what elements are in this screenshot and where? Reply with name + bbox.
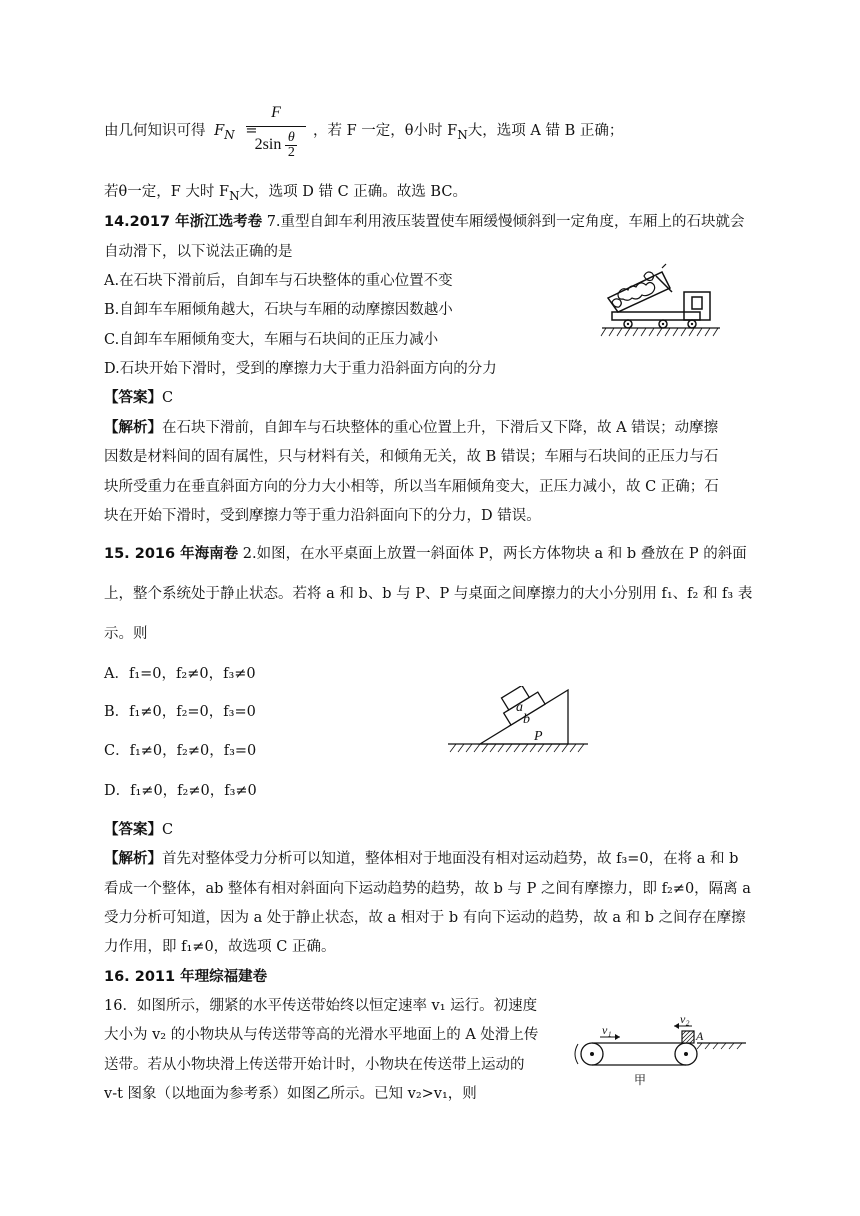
- q15-option-a: A．f₁=0，f₂≠0，f₃≠0: [104, 666, 256, 682]
- q14-option-d: D.石块开始下滑时，受到的摩擦力大于重力沿斜面方向的分力: [104, 361, 497, 377]
- q14-answer: [104, 388, 173, 408]
- q15-analysis-line4: 力作用，即 f₁≠0，故选项 C 正确。: [104, 939, 336, 955]
- q13-line1-suffix: [313, 121, 623, 145]
- q16-stem-line4: v-t 图象（以地面为参考系）如图乙所示。已知 v₂>v₁，则: [104, 1086, 477, 1102]
- q15-head: 15. 2016 年海南卷: [104, 546, 239, 562]
- q15-option-d: D．f₁≠0，f₂≠0，f₃≠0: [104, 783, 257, 799]
- conveyor-label-a: A: [696, 1029, 704, 1043]
- incline-label-a: a: [516, 700, 523, 715]
- q15-answer-label: 【答案】: [104, 822, 162, 838]
- q14-analysis-line3: 块所受重力在垂直斜面方向的分力大小相等，所以当车厢倾角变大，正压力减小，故 C 正确；石: [104, 479, 719, 495]
- q14-analysis-label: 【解析】: [104, 420, 162, 436]
- q14-analysis-line2: 因数是材料间的固有属性，只与材料有关，和倾角无关，故 B 错误；车厢与石块间的正压力与石: [104, 449, 719, 465]
- q15-stem1: 2.如图，在水平桌面上放置一斜面体 P，两长方体物块 a 和 b 叠放在 P 的斜面: [238, 546, 747, 562]
- dump-truck-figure: [600, 262, 725, 340]
- q15-option-c: C．f₁≠0，f₂≠0，f₃=0: [104, 743, 257, 759]
- q13-line2: [104, 182, 467, 206]
- q15-answer-value: C: [162, 822, 174, 838]
- conveyor-figure: [570, 1012, 750, 1092]
- q14-option-b: B.自卸车车厢倾角越大，石块与车厢的动摩擦因数越小: [104, 302, 453, 318]
- q13-line2-b: 大，选项 D 错 C 正确。故选 BC。: [239, 184, 467, 200]
- q16-stem-line1: 16．如图所示，绷紧的水平传送带始终以恒定速率 v₁ 运行。初速度: [104, 998, 538, 1014]
- q14-stem-line2: 自动滑下，以下说法正确的是: [104, 244, 293, 260]
- fraction: [246, 104, 306, 160]
- q15-answer: [104, 820, 173, 840]
- q15-analysis-label: 【解析】: [104, 851, 162, 867]
- q13-suffix-a: ，若 F 一定，θ小时 F: [313, 123, 458, 139]
- q14-stem-line1: [104, 212, 745, 232]
- frac-den-2sin: 2sin: [254, 136, 282, 154]
- fraction-numerator: F: [271, 104, 281, 121]
- fraction-bar: [246, 126, 306, 127]
- q15-stem-line1: [104, 544, 747, 564]
- incline-label-b: b: [523, 712, 530, 727]
- fn-symbol: F: [214, 123, 225, 139]
- q13-line1-prefix: 由几何知识可得: [104, 123, 206, 139]
- frac-den-theta: θ: [287, 130, 295, 145]
- q15-analysis-line3: 受力分析可知道，因为 a 处于静止状态，故 a 相对于 b 有向下运动的趋势，故 a 和 b 之间存在摩擦: [104, 910, 746, 926]
- q14-analysis-line1: [104, 418, 718, 438]
- q16-head: 16. 2011 年理综福建卷: [104, 969, 268, 985]
- q15-option-b: B．f₁≠0，f₂=0，f₃=0: [104, 704, 256, 720]
- q15-analysis-line1: [104, 849, 738, 869]
- q14-answer-label: 【答案】: [104, 390, 162, 406]
- q14-answer-value: C: [162, 390, 174, 406]
- q13-suffix-sub: N: [457, 127, 468, 142]
- incline-figure: [448, 686, 593, 754]
- equals-sign: =: [245, 123, 258, 139]
- q14-option-c: C.自卸车车厢倾角变大，车厢与石块间的正压力减小: [104, 332, 439, 348]
- frac-den-inner: [285, 131, 297, 160]
- q14-head: 14.2017 年浙江选考卷: [104, 214, 263, 230]
- q14-stem1: 7.重型自卸车利用液压装置使车厢缓慢倾斜到一定角度，车厢上的石块就会: [262, 214, 745, 230]
- q13-line1: [104, 121, 258, 145]
- q13-line2-a: 若θ一定，F 大时 F: [104, 184, 230, 200]
- fraction-denominator: [246, 131, 306, 160]
- incline-label-p: P: [534, 729, 543, 744]
- fn-sub: N: [224, 127, 235, 142]
- q14-analysis-text-1: 在石块下滑前，自卸车与石块整体的重心位置上升，下滑后又下降，故 A 错误；动摩擦: [162, 420, 719, 436]
- q15-analysis-line2: 看成一个整体，ab 整体有相对斜面向下运动趋势的趋势，故 b 与 P 之间有摩擦力，即 f₂≠0，隔离 a: [104, 881, 751, 897]
- conveyor-caption: 甲: [634, 1073, 647, 1087]
- q16-stem-line2: 大小为 v₂ 的小物块从与传送带等高的光滑水平地面上的 A 处滑上传: [104, 1027, 539, 1043]
- q13-suffix-b: 大，选项 A 错 B 正确；: [467, 123, 624, 139]
- q14-option-a: A.在石块下滑前后，自卸车与石块整体的重心位置不变: [104, 273, 453, 289]
- q16-stem-line3: 送带。若从小物块滑上传送带开始计时，小物块在传送带上运动的: [104, 1057, 525, 1073]
- conveyor-label-v1: v₁: [602, 1023, 612, 1037]
- conveyor-label-v2: v₂: [680, 1012, 690, 1026]
- q15-analysis-text-1: 首先对整体受力分析可以知道，整体相对于地面没有相对运动趋势，故 f₃=0，在将 a 和 b: [162, 851, 739, 867]
- q14-analysis-line4: 块在开始下滑时，受到摩擦力等于重力沿斜面向下的分力，D 错误。: [104, 508, 541, 524]
- q13-line2-sub: N: [229, 188, 240, 203]
- frac-den-two: 2: [285, 145, 297, 160]
- q15-stem-line2: 上，整个系统处于静止状态。若将 a 和 b、b 与 P、P 与桌面之间摩擦力的大小分别用 f₁、f₂ 和 f₃ 表: [104, 586, 753, 602]
- q15-stem-line3: 示。则: [104, 626, 148, 642]
